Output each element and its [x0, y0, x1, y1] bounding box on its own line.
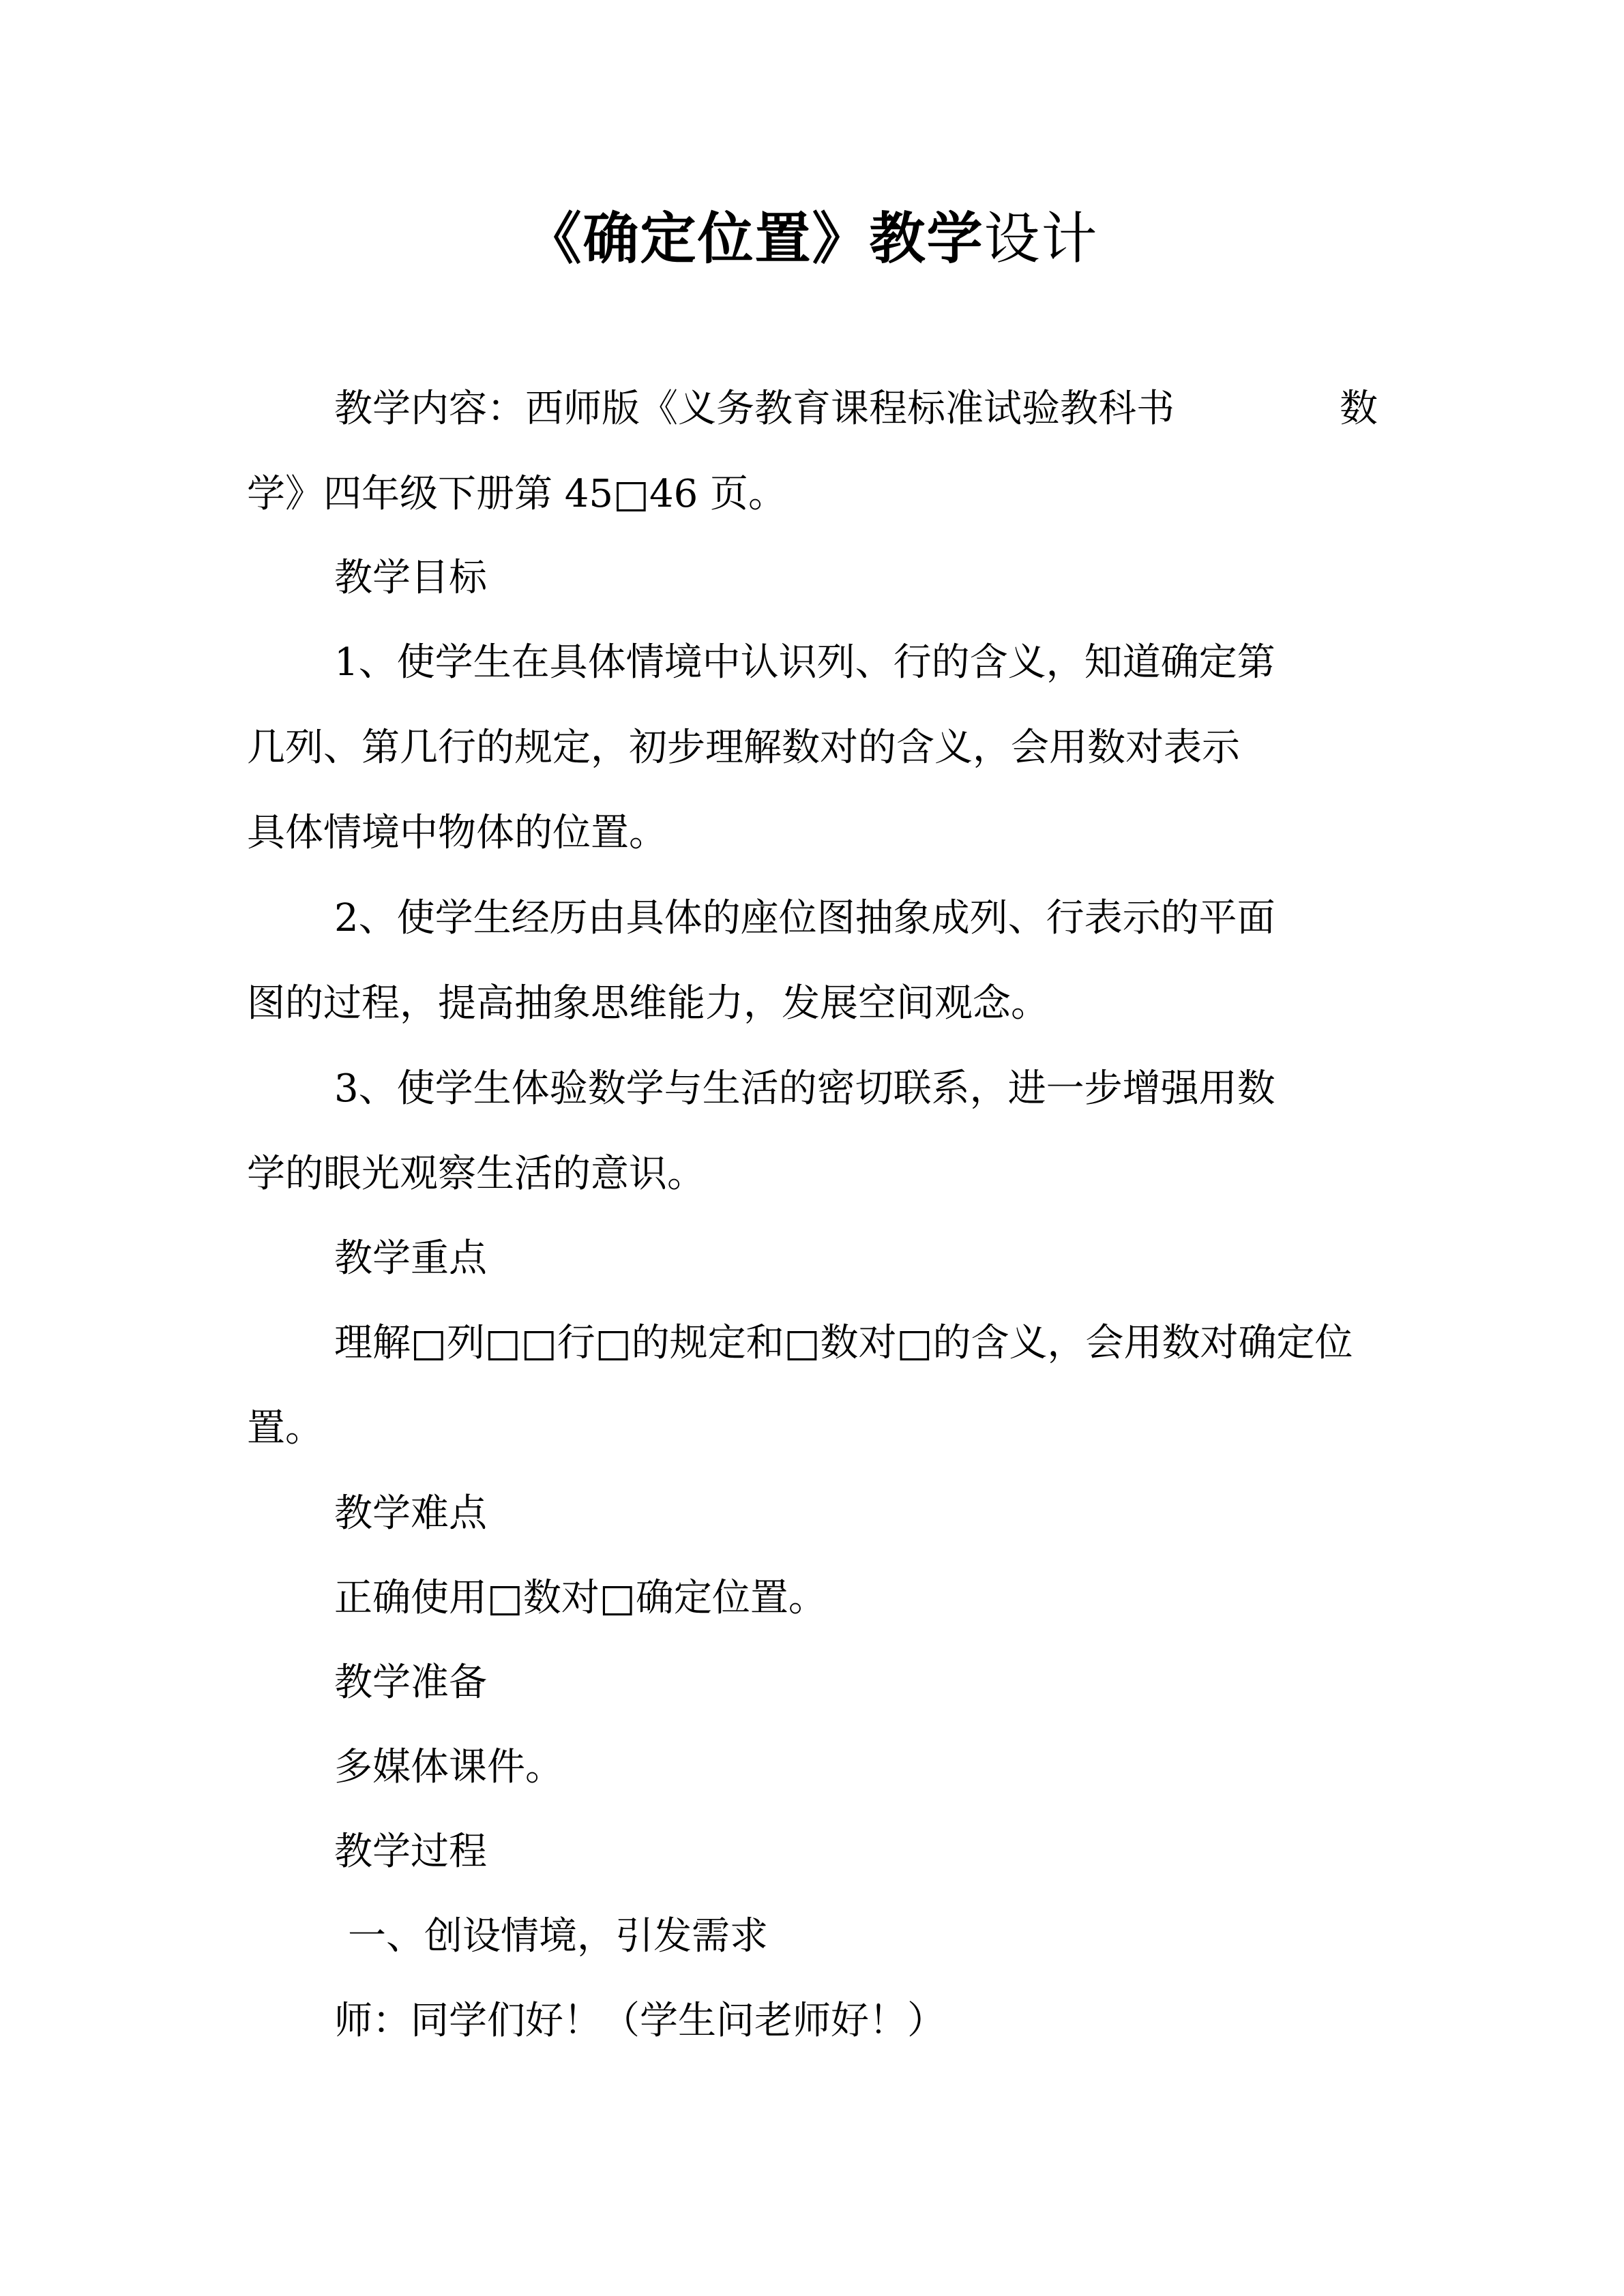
preparation-heading: 教学准备	[334, 1660, 487, 1705]
goal-1-line-1: 1、使学生在具体情境中认识列、行的含义，知道确定第	[334, 640, 1275, 685]
difficulty-line: 正确使用□数对□确定位置。	[334, 1576, 827, 1620]
key-points-line-1: 理解□列□□行□的规定和□数对□的含义，会用数对确定位	[334, 1321, 1353, 1365]
content-line-1	[334, 382, 1378, 436]
key-points-heading: 教学重点	[334, 1236, 487, 1281]
difficulty-heading: 教学难点	[334, 1491, 487, 1536]
title-main: 《确定位置》教学	[525, 206, 984, 271]
goal-3-line-1: 3、使学生体验数学与生活的密切联系，进一步增强用数	[334, 1067, 1275, 1111]
goal-2-line-1: 2、使学生经历由具体的座位图抽象成列、行表示的平面	[334, 896, 1275, 940]
goal-3-line-2: 学的眼光观察生活的意识。	[247, 1152, 705, 1196]
content-line-1-right: 数	[1340, 387, 1378, 431]
goals-heading: 教学目标	[334, 556, 487, 600]
content-line-2: 学》四年级下册第 45□46 页。	[247, 472, 787, 516]
key-points-line-2: 置。	[247, 1406, 323, 1450]
preparation-line: 多媒体课件。	[334, 1745, 563, 1789]
dialogue-line: 师：同学们好！（学生问老师好！）	[334, 1999, 945, 2043]
content-line-1-left: 教学内容：西师版《义务教育课程标准试验教科书	[334, 387, 1175, 431]
process-heading: 教学过程	[334, 1830, 487, 1874]
section-1-heading: 一、创设情境，引发需求	[348, 1914, 768, 1958]
title-tail: 设计	[984, 207, 1099, 271]
goal-1-line-2: 几列、第几行的规定，初步理解数对的含义，会用数对表示	[247, 726, 1240, 770]
document-title	[0, 198, 1624, 280]
goal-1-line-3: 具体情境中物体的位置。	[247, 811, 667, 855]
goal-2-line-2: 图的过程，提高抽象思维能力，发展空间观念。	[247, 981, 1049, 1026]
